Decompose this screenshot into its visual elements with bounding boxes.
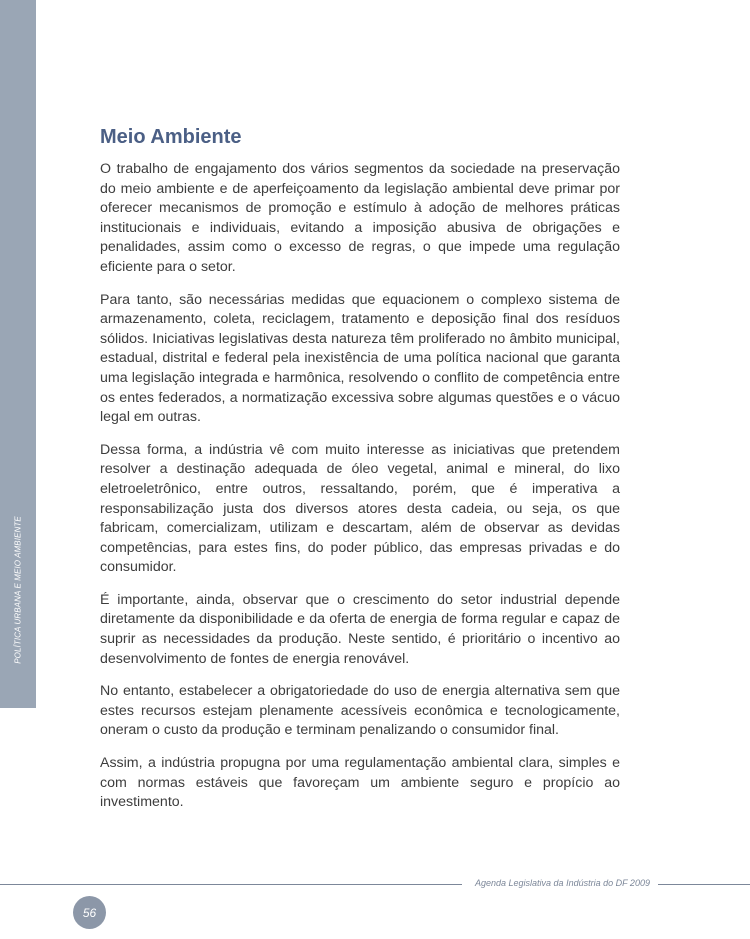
page-number-badge: 56: [73, 896, 106, 929]
paragraph-1: O trabalho de engajamento dos vários segmentos da sociedade na preservação do meio ambiente e de aperfeiçoamento da legislação ambiental deve primar por oferecer mecanismos de promoção e estímulo à adoção de melhores práticas institucionais e individuais, evitando a imposição abusiva de obrigações e penalidades, assim como o excesso de regras, o que impede uma regulação eficiente para o setor.: [100, 161, 620, 275]
paragraph-6: Assim, a indústria propugna por uma regulamentação ambiental clara, simples e com normas estáveis que favoreçam um ambiente seguro e propício ao investimento.: [100, 755, 620, 811]
sidebar-band: [0, 0, 36, 708]
paragraph-2: Para tanto, são necessárias medidas que equacionem o complexo sistema de armazenamento, coleta, reciclagem, tratamento e deposição final dos resíduos sólidos. Iniciativas legislativas desta natureza têm proliferado no âmbito municipal, estadual, distrital e federal pela inexistência de uma política nacional que garanta uma legislação integrada e harmônica, resolvendo o conflito de competência entre os entes federados, a normatização excessiva sobre algumas questões e o vácuo legal em outras.: [100, 291, 620, 426]
main-content: [100, 126, 620, 826]
section-title: Meio Ambiente: [100, 126, 242, 148]
paragraph-4: É importante, ainda, observar que o crescimento do setor industrial depende diretamente da disponibilidade e da oferta de energia de forma regular e capaz de suprir as necessidades da produção. Neste sentido, é prioritário o incentivo ao desenvolvimento de fontes de energia renovável.: [100, 591, 620, 667]
footer-divider-right: [658, 884, 750, 885]
paragraph-5: No entanto, estabelecer a obrigatoriedade do uso de energia alternativa sem que estes recursos estejam plenamente acessíveis econômica e tecnologicamente, oneram o custo da produção e terminam penalizando o consumidor final.: [100, 683, 620, 739]
sidebar-section-label: POLÍTICA URBANA E MEIO AMBIENTE: [13, 516, 23, 664]
footer-publication-title: Agenda Legislativa da Indústria do DF 2009: [475, 878, 650, 888]
footer-divider-left: [0, 884, 462, 885]
paragraph-3: Dessa forma, a indústria vê com muito interesse as iniciativas que pretendem resolver a destinação adequada de óleo vegetal, animal e mineral, do lixo eletroeletrônico, entre outros, ressaltando, porém, que é imperativa a responsabilização justa dos diversos atores desta cadeia, ou seja, os que fabricam, comercializam, utilizam e descartam, além de observar as devidas competências, para estes fins, do poder público, das empresas privadas e do consumidor.: [100, 441, 620, 576]
